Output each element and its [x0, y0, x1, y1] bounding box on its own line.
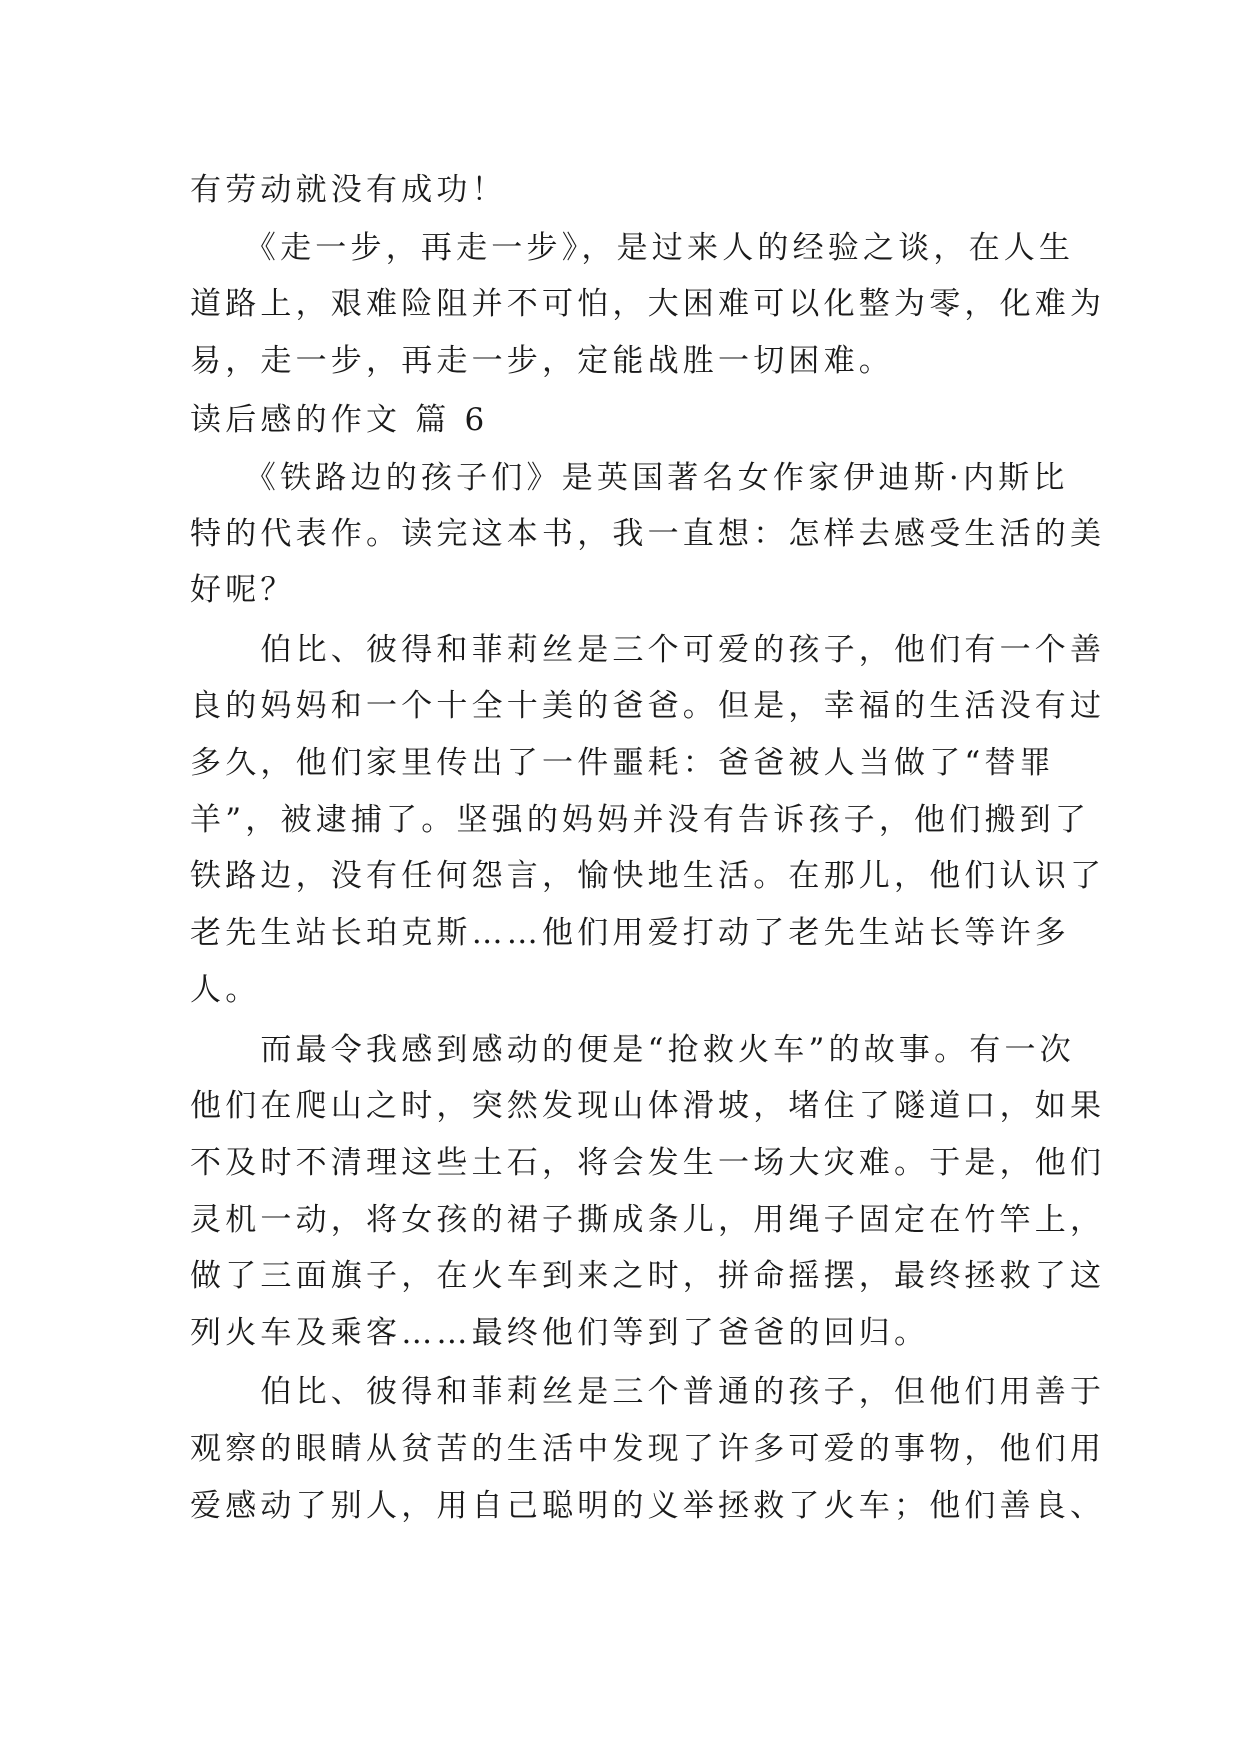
text-line: 有劳动就没有成功！ — [190, 172, 507, 208]
text-line: 易，走一步，再走一步，定能战胜一切困难。 — [190, 343, 894, 379]
text-line: 而最令我感到感动的便是“抢救火车”的故事。有一次 — [190, 1032, 1075, 1068]
text-line: 好呢？ — [190, 572, 296, 608]
text-line: 道路上，艰难险阻并不可怕，大困难可以化整为零，化难为 — [190, 286, 1106, 322]
text-line: 不及时不清理这些土石，将会发生一场大灾难。于是，他们 — [190, 1145, 1106, 1181]
text-line: 伯比、彼得和菲莉丝是三个可爱的孩子，他们有一个善 — [190, 632, 1106, 668]
text-line: 伯比、彼得和菲莉丝是三个普通的孩子，但他们用善于 — [190, 1374, 1106, 1410]
section-heading: 读后感的作文 篇 6 — [190, 402, 489, 438]
text-line: 列火车及乘客……最终他们等到了爸爸的回归。 — [190, 1315, 930, 1351]
text-line: 灵机一动，将女孩的裙子撕成条儿，用绳子固定在竹竿上， — [190, 1202, 1106, 1238]
text-line: 铁路边，没有任何怨言，愉快地生活。在那儿，他们认识了 — [190, 858, 1106, 894]
text-line: 做了三面旗子，在火车到来之时，拼命摇摆，最终拯救了这 — [190, 1258, 1106, 1294]
text-line: 人。 — [190, 972, 261, 1008]
text-line: 《铁路边的孩子们》是英国著名女作家伊迪斯·内斯比 — [190, 460, 1069, 496]
text-line: 他们在爬山之时，突然发现山体滑坡，堵住了隧道口，如果 — [190, 1088, 1106, 1124]
text-line: 特的代表作。读完这本书，我一直想：怎样去感受生活的美 — [190, 516, 1106, 552]
text-line: 羊”，被逮捕了。坚强的妈妈并没有告诉孩子，他们搬到了 — [190, 802, 1091, 838]
text-line: 观察的眼睛从贫苦的生活中发现了许多可爱的事物，他们用 — [190, 1431, 1106, 1467]
text-line: 爱感动了别人，用自己聪明的义举拯救了火车；他们善良、 — [190, 1488, 1106, 1524]
text-line: 《走一步，再走一步》，是过来人的经验之谈，在人生 — [190, 230, 1075, 266]
text-line: 多久，他们家里传出了一件噩耗：爸爸被人当做了“替罪 — [190, 745, 1055, 781]
text-line: 老先生站长珀克斯……他们用爱打动了老先生站长等许多 — [190, 915, 1070, 951]
text-line: 良的妈妈和一个十全十美的爸爸。但是，幸福的生活没有过 — [190, 688, 1106, 724]
